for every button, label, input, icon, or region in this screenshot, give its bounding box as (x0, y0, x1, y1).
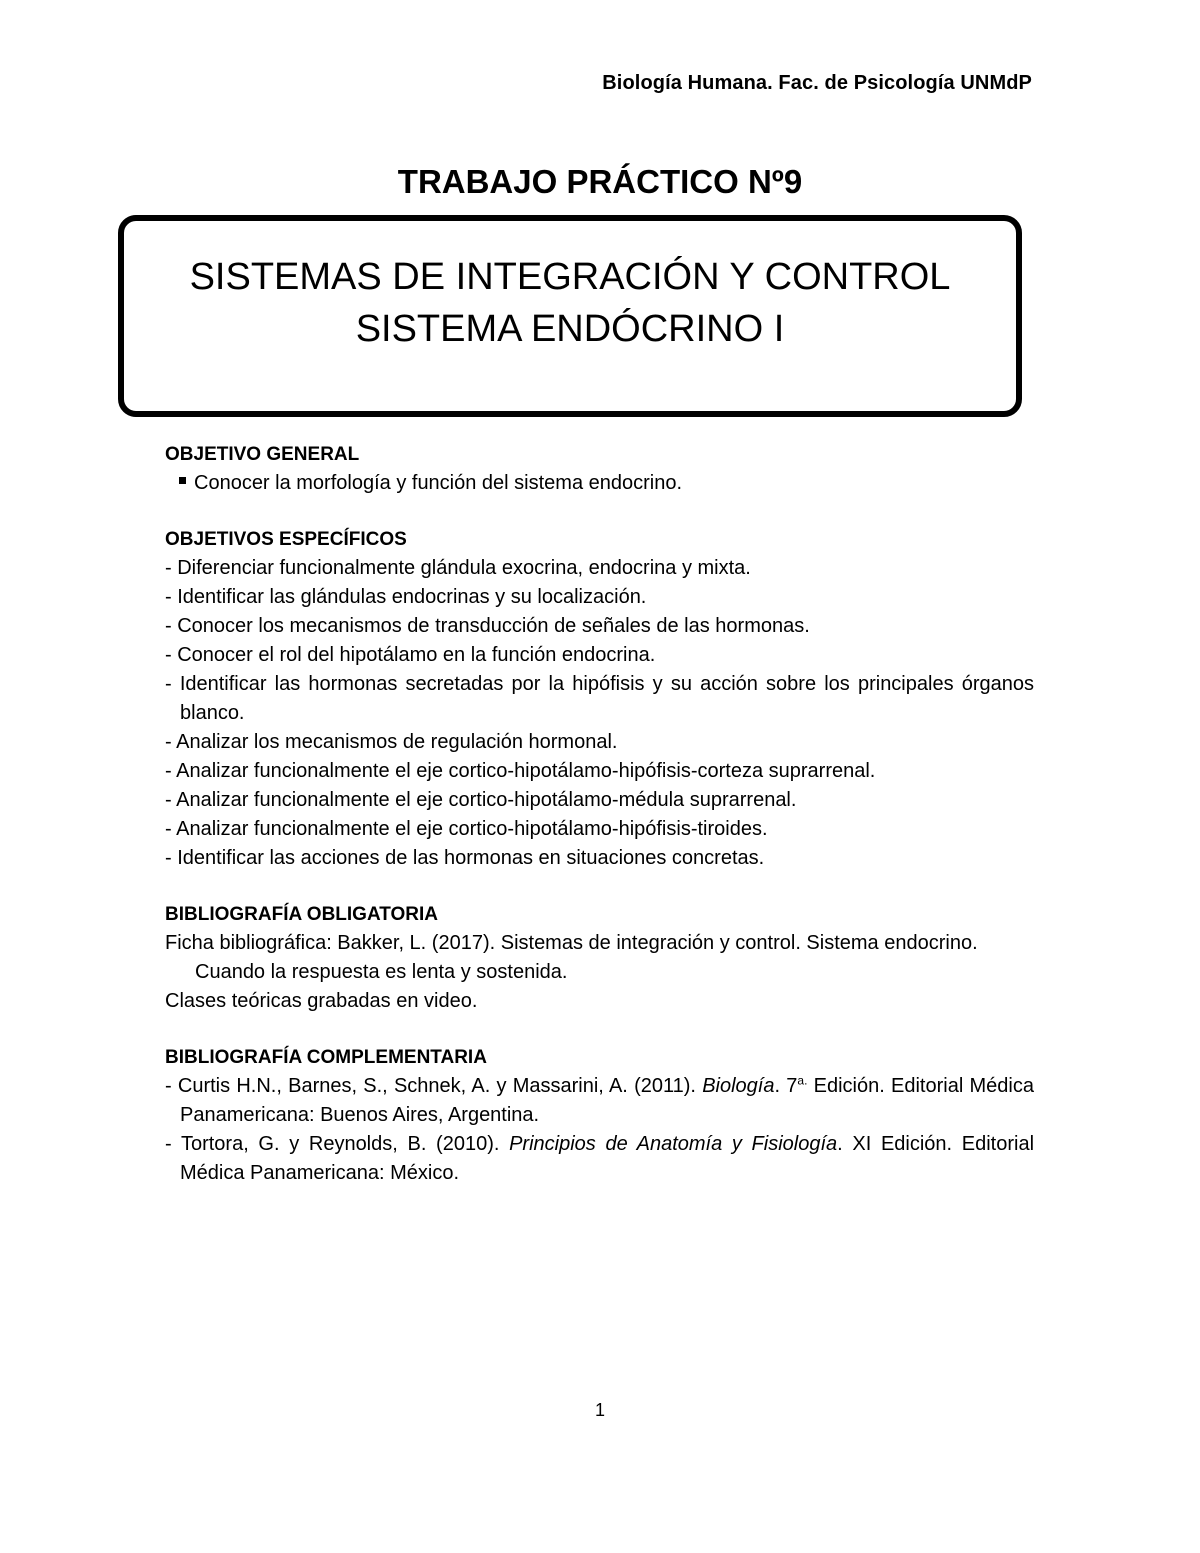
ficha-bibliografica: Ficha bibliográfica: Bakker, L. (2017). Sistemas de integración y control. Sistema endocrino. Cuando la respuesta es lenta y sostenida. (165, 932, 978, 983)
bibliografia-obligatoria-heading: BIBLIOGRAFÍA OBLIGATORIA (165, 904, 439, 925)
objetivo-especifico-item: - Identificar las hormonas secretadas por la hipófisis y su acción sobre los principales órganos blanco. (165, 673, 1034, 724)
square-bullet-icon (179, 477, 186, 484)
reference-authors: - Tortora, G. y Reynolds, B. (2010). (165, 1133, 510, 1155)
objetivo-especifico-item: - Analizar los mecanismos de regulación hormonal. (165, 731, 618, 753)
objetivo-especifico-item: - Analizar funcionalmente el eje cortico-hipotálamo-hipófisis-tiroides. (165, 818, 768, 840)
reference-publisher: Edición. Editorial Médica Panamericana: Buenos Aires, Argentina. (180, 1075, 1034, 1126)
page-number: 1 (594, 1400, 605, 1420)
objetivo-especifico-item: - Analizar funcionalmente el eje cortico-hipotálamo-médula suprarrenal. (165, 789, 797, 811)
objetivo-especifico-item: - Identificar las glándulas endocrinas y su localización. (165, 586, 647, 608)
document-body (165, 440, 1034, 1188)
reference-edition-number: . 7 (774, 1075, 798, 1097)
objetivo-general-text: Conocer la morfología y función del sistema endocrino. (194, 472, 683, 494)
reference-authors: - Curtis H.N., Barnes, S., Schnek, A. y Massarini, A. (2011). (165, 1075, 703, 1097)
objetivo-especifico-item: - Identificar las acciones de las hormonas en situaciones concretas. (165, 847, 765, 869)
objetivos-especificos-heading: OBJETIVOS ESPECÍFICOS (165, 529, 407, 550)
objetivo-general-heading: OBJETIVO GENERAL (165, 444, 360, 465)
page-title: TRABAJO PRÁCTICO Nº9 (397, 163, 803, 200)
title-box-line-2: SISTEMA ENDÓCRINO I (355, 308, 785, 350)
reference-publisher: . XI Edición. Editorial Médica Panamericana: México. (180, 1133, 1035, 1184)
clases-teoricas: Clases teóricas grabadas en video. (165, 990, 478, 1012)
reference-title: Biología (702, 1075, 775, 1097)
objetivo-especifico-item: - Conocer el rol del hipotálamo en la función endocrina. (165, 644, 656, 666)
reference-item (165, 1072, 1034, 1130)
title-box (118, 215, 1022, 417)
reference-title: Principios de Anatomía y Fisiología (509, 1133, 838, 1155)
bibliografia-complementaria-heading: BIBLIOGRAFÍA COMPLEMENTARIA (165, 1047, 487, 1068)
objetivo-especifico-item: - Conocer los mecanismos de transducción de señales de las hormonas. (165, 615, 810, 637)
course-header: Biología Humana. Fac. de Psicología UNMdP (602, 72, 1032, 94)
objetivo-especifico-item: - Diferenciar funcionalmente glándula exocrina, endocrina y mixta. (165, 557, 751, 579)
reference-edition-sup: a. (797, 1073, 808, 1088)
title-box-line-1: SISTEMAS DE INTEGRACIÓN Y CONTROL (189, 256, 951, 298)
objetivo-especifico-item: - Analizar funcionalmente el eje cortico-hipotálamo-hipófisis-corteza suprarrenal. (165, 760, 876, 782)
objetivo-general-item (165, 469, 1034, 498)
reference-item (165, 1130, 1034, 1188)
